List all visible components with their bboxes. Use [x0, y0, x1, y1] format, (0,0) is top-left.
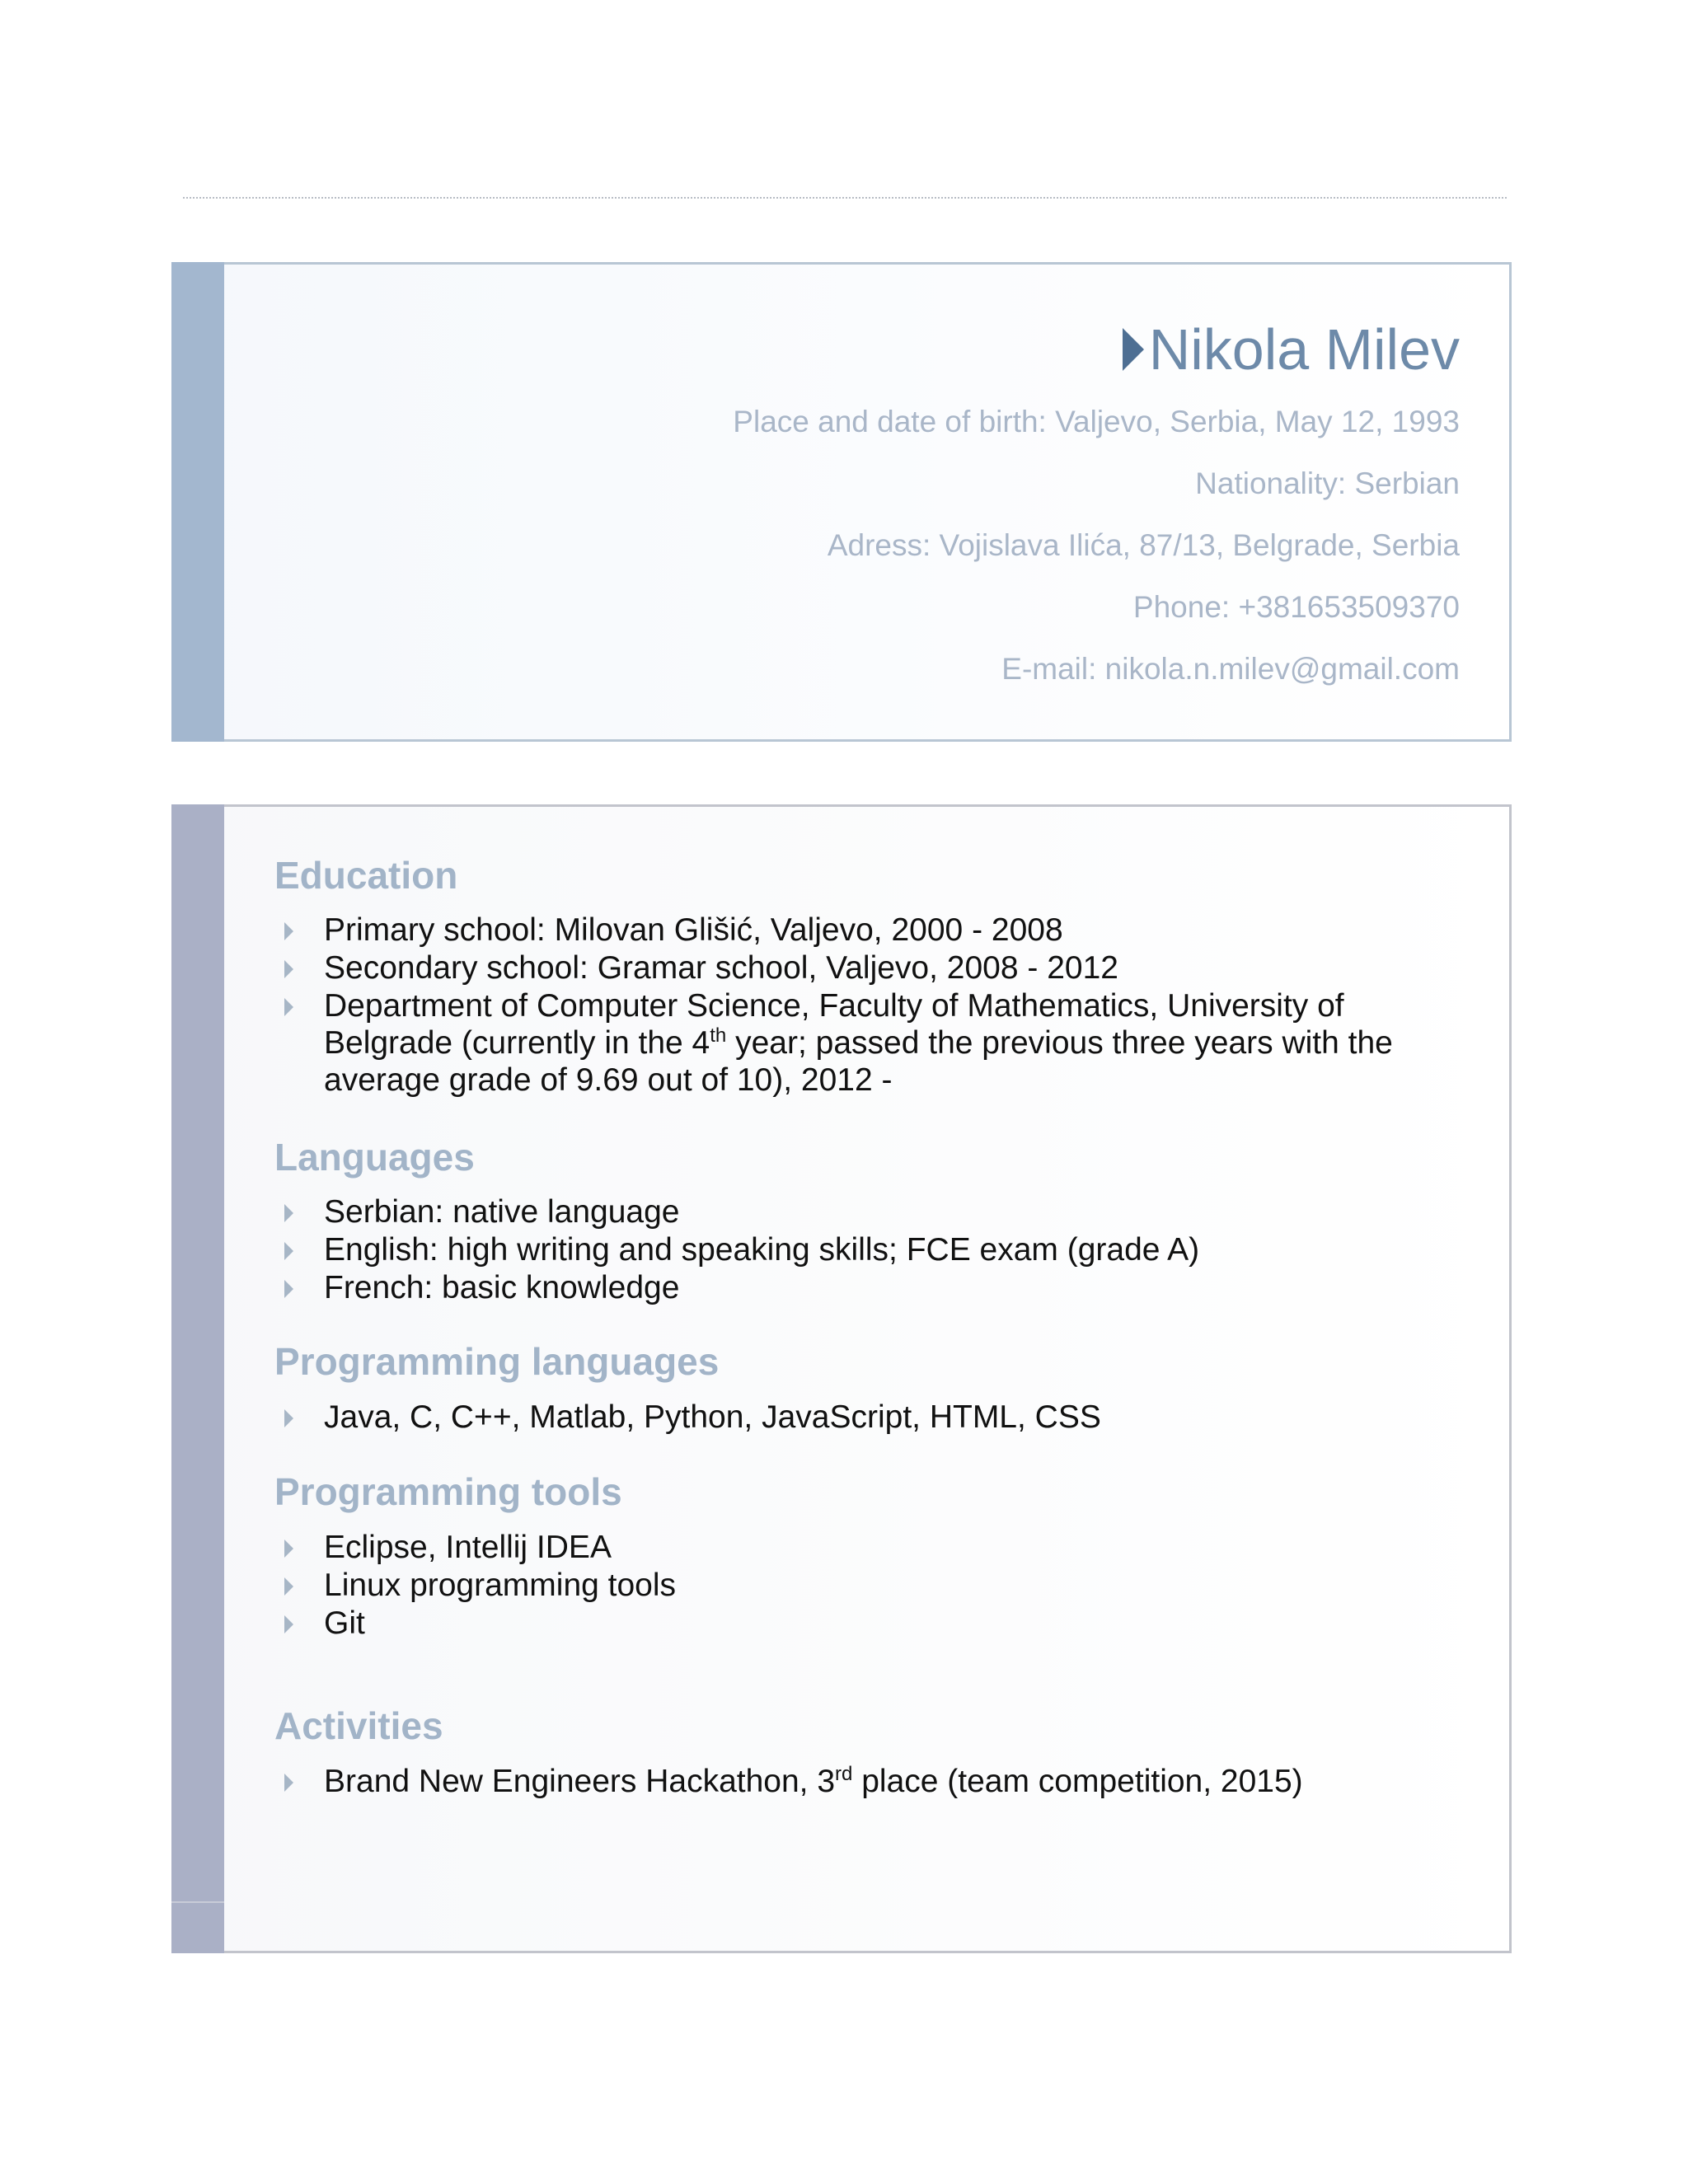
play-arrow-icon — [1123, 328, 1144, 371]
bullet-arrow-icon — [284, 1409, 293, 1427]
programming-tool-item: Linux programming tools — [274, 1567, 1445, 1604]
language-item: English: high writing and speaking skills; FCE exam (grade A) — [274, 1231, 1445, 1268]
programming-tools-heading: Programming tools — [274, 1470, 622, 1513]
languages-heading: Languages — [274, 1136, 475, 1179]
bullet-arrow-icon — [284, 998, 293, 1016]
name-heading — [1123, 317, 1460, 382]
header-card — [171, 262, 1512, 742]
bullet-arrow-icon — [284, 1204, 293, 1222]
language-item: French: basic knowledge — [274, 1269, 1445, 1306]
full-name: Nikola Milev — [1148, 317, 1460, 382]
birth-info: Place and date of birth: Valjevo, Serbia, May 12, 1993 — [733, 405, 1460, 438]
programming-language-item: Java, C, C++, Matlab, Python, JavaScript, HTML, CSS — [274, 1399, 1445, 1436]
programming-languages-heading: Programming languages — [274, 1340, 720, 1383]
language-item: Serbian: native language — [274, 1193, 1445, 1230]
resume-body-card — [171, 804, 1512, 1953]
header-accent-bar — [171, 262, 224, 742]
bullet-arrow-icon — [284, 1540, 293, 1558]
email-info: E-mail: nikola.n.milev@gmail.com — [1001, 652, 1460, 686]
nationality-info: Nationality: Serbian — [1195, 466, 1460, 500]
programming-tool-item: Git — [274, 1605, 1445, 1642]
phone-info: Phone: +381653509370 — [1132, 590, 1460, 624]
education-item-university: Department of Computer Science, Faculty of Mathematics, University of Belgrade (currently in the 4th year; passed the previous three years with the average grade of 9.69 out of 10), 2012 - — [274, 987, 1445, 1099]
activity-item: Brand New Engineers Hackathon, 3rd place (team competition, 2015) — [274, 1763, 1445, 1800]
education-item: Secondary school: Gramar school, Valjevo, 2008 - 2012 — [274, 949, 1445, 987]
education-heading: Education — [274, 854, 458, 897]
bullet-arrow-icon — [284, 922, 293, 940]
activities-heading: Activities — [274, 1704, 443, 1747]
bullet-arrow-icon — [284, 960, 293, 978]
bullet-arrow-icon — [284, 1615, 293, 1633]
bullet-arrow-icon — [284, 1577, 293, 1596]
education-item: Primary school: Milovan Glišić, Valjevo, 2000 - 2008 — [274, 912, 1445, 949]
top-dotted-divider — [183, 197, 1507, 199]
bullet-arrow-icon — [284, 1242, 293, 1260]
programming-tool-item: Eclipse, Intellij IDEA — [274, 1529, 1445, 1566]
bullet-arrow-icon — [284, 1774, 293, 1792]
body-accent-bar — [171, 804, 224, 1953]
body-accent-bar-notch — [171, 1901, 224, 1903]
address-info: Adress: Vojislava Ilića, 87/13, Belgrade, Serbia — [827, 528, 1460, 562]
bullet-arrow-icon — [284, 1280, 293, 1298]
